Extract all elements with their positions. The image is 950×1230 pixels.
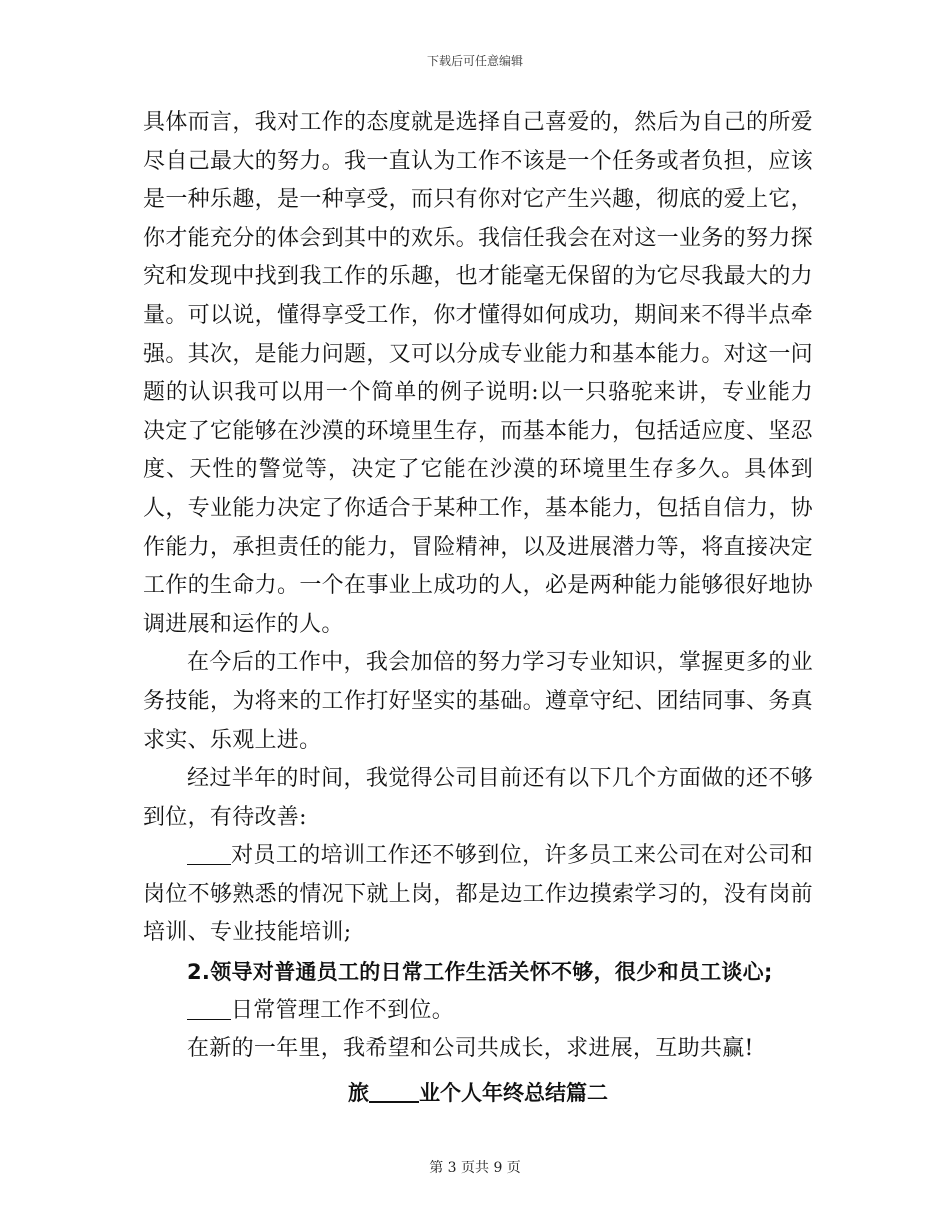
list-item-leadership-care: 2.领导对普通员工的日常工作生活关怀不够，很少和员工谈心; bbox=[187, 960, 773, 985]
blank-underline bbox=[187, 842, 231, 865]
paragraph-future-work: 在今后的工作中，我会加倍的努力学习专业知识，掌握更多的业务技能，为将来的工作打好坚实的基础。遵章守纪、团结同事、务真求实、乐观上进。 bbox=[143, 650, 813, 753]
list-item-training-text: 对员工的培训工作还不够到位，许多员工来公司在对公司和岗位不够熟悉的情况下就上岗，都是边工作边摸索学习的，没有岗前培训、专业技能培训; bbox=[143, 843, 813, 946]
section-title-prefix: 旅 bbox=[348, 1080, 369, 1105]
paragraph-new-year: 在新的一年里，我希望和公司共成长，求进展，互助共赢! bbox=[187, 1036, 754, 1062]
blank-underline bbox=[187, 997, 231, 1020]
page-header: 下载后可任意编辑 bbox=[426, 54, 523, 68]
list-item-management bbox=[143, 992, 813, 1031]
list-item-management-text: 日常管理工作不到位。 bbox=[231, 997, 455, 1023]
paragraph-work-attitude: 具体而言，我对工作的态度就是选择自己喜爱的，然后为自己的所爱尽自己最大的努力。我一直认为工作不该是一个任务或者负担，应该是一种乐趣，是一种享受，而只有你对它产生兴趣，彻底的爱上它，你才能充分的体会到其中的欢乐。我信任我会在对这一业务的努力探究和发现中找到我工作的乐趣，也才能毫无保留的为它尽我最大的力量。可以说，懂得享受工作，你才懂得如何成功，期间来不得半点牵强。其次，是能力问题，又可以分成专业能力和基本能力。对这一问题的认识我可以用一个简单的例子说明:以一只骆驼来讲，专业能力决定了它能够在沙漠的环境里生存，而基本能力，包括适应度、坚忍度、天性的警觉等，决定了它能在沙漠的环境里生存多久。具体到人，专业能力决定了你适合于某种工作，基本能力，包括自信力，协作能力，承担责任的能力，冒险精神，以及进展潜力等，将直接决定工作的生命力。一个在事业上成功的人，必是两种能力能够很好地协调进展和运作的人。 bbox=[143, 110, 813, 637]
blank-underline bbox=[369, 1079, 419, 1103]
section-title bbox=[143, 1073, 813, 1113]
document-body bbox=[143, 104, 813, 1113]
list-item-training bbox=[143, 837, 813, 953]
page-footer: 第 3 页共 9 页 bbox=[429, 1160, 521, 1176]
section-title-suffix: 业个人年终总结篇二 bbox=[419, 1080, 608, 1105]
paragraph-company-issues-intro: 经过半年的时间，我觉得公司目前还有以下几个方面做的还不够到位，有待改善: bbox=[143, 766, 813, 830]
